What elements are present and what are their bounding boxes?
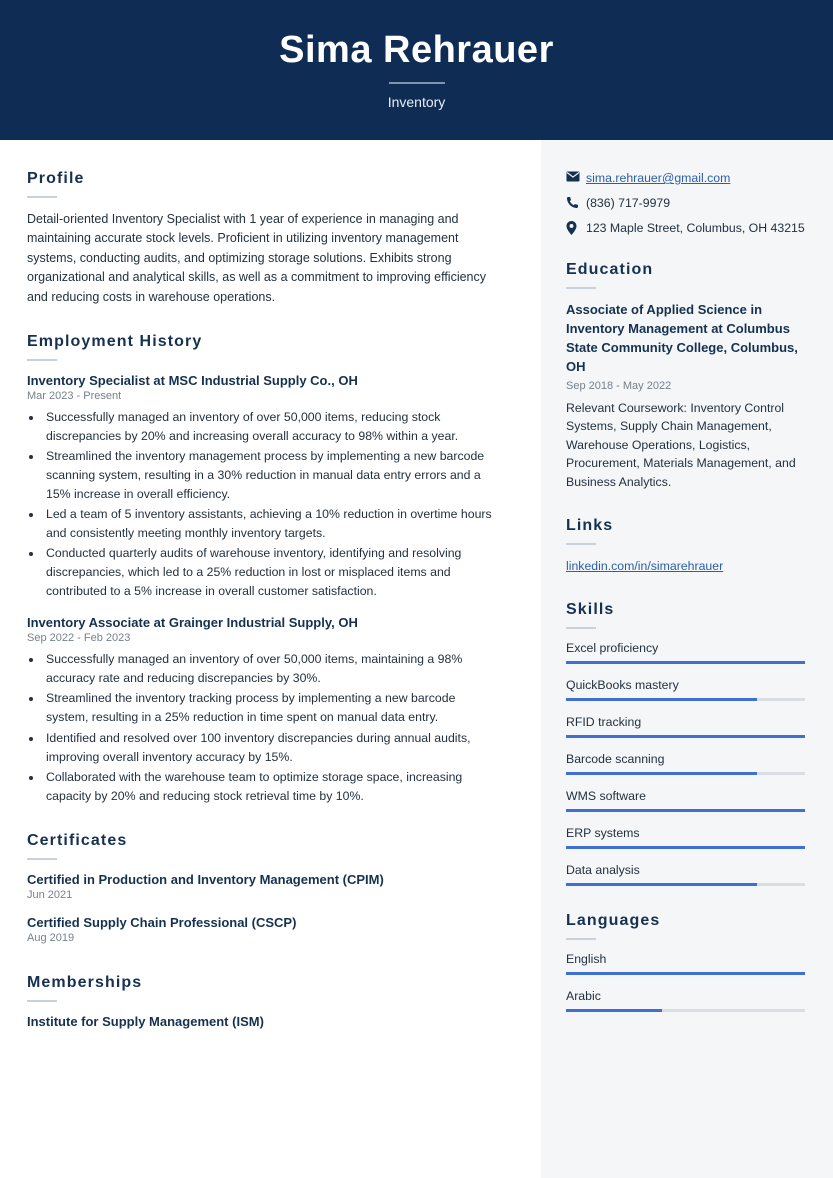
section-heading-education: Education [566, 261, 654, 279]
skill-item [566, 641, 805, 664]
skill-bar-fill [566, 735, 805, 738]
skill-item [566, 752, 805, 775]
bullet-item: • Identified and resolved over 100 inventory discrepancies during annual audits, improving overall inventory accuracy by 15%. [43, 729, 501, 767]
job-dates: Sep 2022 - Feb 2023 [27, 632, 131, 645]
skill-item [566, 678, 805, 701]
phone-icon [566, 195, 586, 209]
language-name: English [566, 952, 607, 967]
contact-phone-row [566, 195, 805, 213]
membership-name: Institute for Supply Management (ISM) [27, 1013, 264, 1029]
bullet-item: • Successfully managed an inventory of over 50,000 items, maintaining a 98% accuracy rate and reducing discrepancies by 30%. [43, 650, 501, 688]
bullet-item: • Successfully managed an inventory of over 50,000 items, reducing stock discrepancies by 20% and increasing overall accuracy to 98% within a year. [43, 408, 501, 446]
email-link[interactable]: sima.rehrauer@gmail.com [586, 171, 731, 185]
section-heading-links: Links [566, 517, 614, 535]
skill-item [566, 715, 805, 738]
skill-bar [566, 846, 805, 849]
bullet-item: • Streamlined the inventory tracking process by implementing a new barcode system, resulting in a 25% reduction in time spent on manual data entry. [43, 689, 501, 727]
skill-bar [566, 698, 805, 701]
profile-text: Detail-oriented Inventory Specialist with 1 year of experience in managing and maintaining accurate stock levels. Proficient in utilizing inventory management systems, conducting audits, and optimizing storage solutions. Exhibits strong organizational and analytical skills, as well as a commitment to improving efficiency and reducing costs in warehouse operations. [27, 212, 487, 304]
section-employment-history [27, 333, 501, 806]
skill-bar-fill [566, 809, 805, 812]
main-column [0, 140, 541, 1178]
skill-bar-fill [566, 698, 757, 701]
section-heading-memberships: Memberships [27, 973, 143, 991]
skill-name: QuickBooks mastery [566, 678, 679, 693]
job-title: Inventory Associate at Grainger Industrial Supply, OH [27, 615, 358, 631]
skill-name: ERP systems [566, 826, 640, 841]
certificate-item [27, 872, 501, 901]
certificate-date: Jun 2021 [27, 888, 73, 901]
contact-email[interactable] [586, 170, 730, 188]
page-title: Sima Rehrauer [279, 29, 554, 72]
skill-name: RFID tracking [566, 715, 642, 730]
section-divider [27, 196, 57, 198]
employment-item [27, 615, 501, 805]
skill-bar-fill [566, 846, 805, 849]
section-divider [27, 359, 57, 361]
skill-bar-fill [566, 661, 805, 664]
language-name: Arabic [566, 989, 601, 1004]
section-heading-certificates: Certificates [27, 831, 128, 849]
language-bar-fill [566, 972, 805, 975]
skill-bar-fill [566, 772, 757, 775]
skill-bar-fill [566, 883, 757, 886]
language-bar-fill [566, 1009, 662, 1012]
certificate-item [27, 915, 501, 944]
section-divider [566, 543, 596, 545]
skill-bar [566, 661, 805, 664]
bullet-item: • Collaborated with the warehouse team to optimize storage space, increasing capacity by 20% and reducing stock retrieval time by 10%. [43, 768, 501, 806]
contact-address-row [566, 220, 805, 238]
section-languages [566, 912, 805, 1012]
bullet-item: • Streamlined the inventory management process by implementing a new barcode scanning system, resulting in a 30% reduction in manual data entry errors and a 15% increase in overall efficiency. [43, 447, 501, 504]
section-memberships [27, 974, 501, 1029]
contact-address: 123 Maple Street, Columbus, OH 43215 [586, 220, 805, 235]
section-certificates [27, 832, 501, 944]
education-degree: Associate of Applied Science in Inventory Management at Columbus State Community College, Columbus, OH [566, 302, 798, 375]
job-title: Inventory Specialist at MSC Industrial Supply Co., OH [27, 372, 358, 388]
section-heading-languages: Languages [566, 912, 661, 930]
skill-item [566, 863, 805, 886]
section-education [566, 261, 805, 491]
certificate-name: Certified Supply Chain Professional (CSCP) [27, 914, 297, 930]
skill-item [566, 826, 805, 849]
bullet-item: • Conducted quarterly audits of warehouse inventory, identifying and resolving discrepancies, which led to a 25% reduction in lost or misplaced items and contributed to a 5% increase in overall customer satisfaction. [43, 544, 501, 601]
skill-bar [566, 883, 805, 886]
language-item [566, 952, 805, 975]
linkedin-link[interactable]: linkedin.com/in/simarehrauer [566, 559, 724, 574]
location-pin-icon [566, 220, 586, 235]
sidebar-column [541, 140, 833, 1178]
section-divider [566, 287, 596, 289]
skill-bar [566, 772, 805, 775]
job-bullets [43, 650, 501, 805]
section-links [566, 517, 805, 575]
envelope-icon [566, 170, 586, 182]
language-item [566, 989, 805, 1012]
skill-name: Data analysis [566, 863, 640, 878]
skill-name: WMS software [566, 789, 646, 804]
bullet-item: • Led a team of 5 inventory assistants, achieving a 10% reduction in overtime hours and consistently meeting monthly inventory targets. [43, 505, 501, 543]
certificate-date: Aug 2019 [27, 931, 75, 944]
header-job-title: Inventory [387, 93, 446, 110]
employment-item [27, 373, 501, 601]
section-divider [27, 858, 57, 860]
section-divider [566, 627, 596, 629]
section-divider [566, 938, 596, 940]
section-divider [27, 1000, 57, 1002]
skill-item [566, 789, 805, 812]
header-divider [389, 82, 445, 84]
section-heading-profile: Profile [27, 170, 85, 187]
certificate-name: Certified in Production and Inventory Management (CPIM) [27, 871, 384, 887]
resume-header [0, 0, 833, 140]
education-dates: Sep 2018 - May 2022 [566, 379, 672, 392]
job-dates: Mar 2023 - Present [27, 389, 122, 402]
education-description: Relevant Coursework: Inventory Control Systems, Supply Chain Management, Warehouse Operations, Logistics, Procurement, Materials Management, and Business Analytics. [566, 400, 796, 489]
contact-phone: (836) 717-9979 [586, 195, 671, 210]
skill-bar [566, 809, 805, 812]
resume-body [0, 140, 833, 1178]
section-heading-skills: Skills [566, 601, 615, 619]
section-profile [27, 170, 501, 307]
job-bullets [43, 408, 501, 601]
language-bar [566, 1009, 805, 1012]
contact-email-row[interactable] [566, 170, 805, 188]
section-heading-employment: Employment History [27, 332, 203, 350]
language-bar [566, 972, 805, 975]
skill-bar [566, 735, 805, 738]
contact-details [566, 170, 805, 237]
section-skills [566, 601, 805, 886]
skill-name: Barcode scanning [566, 752, 665, 767]
skill-name: Excel proficiency [566, 641, 659, 656]
